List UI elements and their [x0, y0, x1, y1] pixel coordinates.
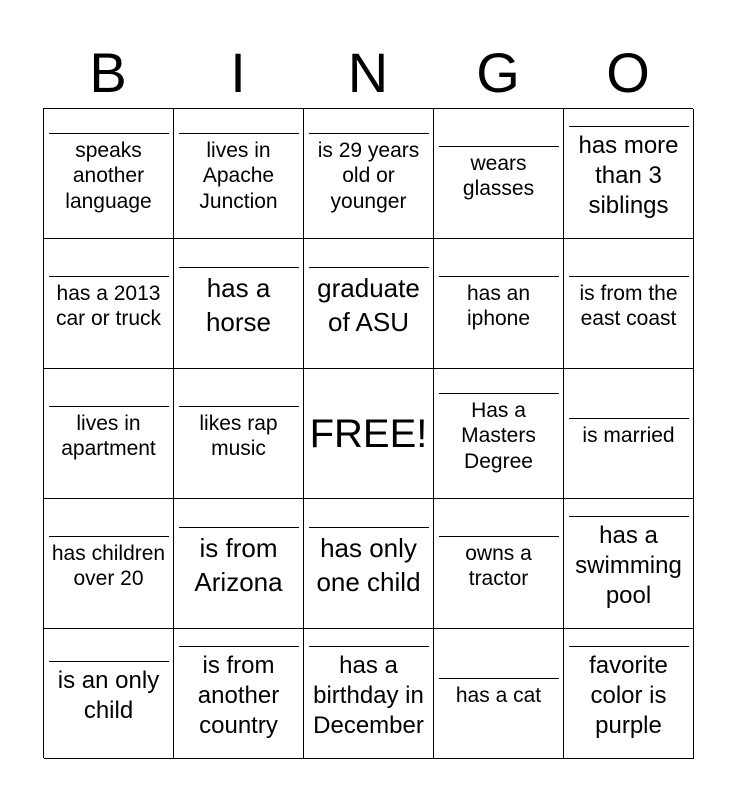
- cell-text: is from another country: [197, 652, 280, 739]
- header-letter-n: N: [347, 41, 389, 104]
- blank-line: [309, 267, 429, 268]
- blank-line: [49, 133, 169, 134]
- bingo-cell[interactable]: [174, 109, 304, 239]
- cell-text: lives in Apache Junction: [199, 139, 278, 213]
- bingo-cell[interactable]: [44, 369, 174, 499]
- cell-text: favorite color is purple: [589, 652, 668, 739]
- bingo-cell[interactable]: [174, 369, 304, 499]
- blank-line: [179, 646, 299, 647]
- blank-line: [569, 516, 689, 517]
- blank-line: [309, 527, 429, 528]
- cell-text: likes rap music: [199, 411, 278, 460]
- blank-line: [179, 133, 299, 134]
- bingo-cell[interactable]: [434, 499, 564, 629]
- cell-text: is from Arizona: [194, 533, 283, 597]
- cell-text: has a birthday in December: [313, 652, 424, 739]
- cell-text: has a horse: [205, 273, 272, 337]
- blank-line: [439, 276, 559, 277]
- cell-text: has a swimming pool: [575, 522, 682, 609]
- cell-text: lives in apartment: [61, 411, 156, 460]
- cell-text: is married: [582, 424, 675, 448]
- blank-line: [569, 418, 689, 419]
- cell-text: has more than 3 siblings: [578, 132, 679, 219]
- cell-text: wears glasses: [462, 151, 535, 200]
- cell-text: has a 2013 car or truck: [55, 281, 162, 330]
- blank-line: [49, 536, 169, 537]
- bingo-cell[interactable]: [44, 239, 174, 369]
- bingo-cell[interactable]: [304, 499, 434, 629]
- bingo-cell[interactable]: [434, 369, 564, 499]
- blank-line: [569, 126, 689, 127]
- blank-line: [309, 133, 429, 134]
- blank-line: [49, 406, 169, 407]
- header-letter-g: G: [476, 41, 520, 104]
- bingo-cell[interactable]: [304, 109, 434, 239]
- cell-text: has children over 20: [51, 541, 166, 590]
- header-letter-i: I: [230, 41, 246, 104]
- blank-line: [569, 276, 689, 277]
- bingo-cell[interactable]: [564, 499, 694, 629]
- bingo-cell[interactable]: [174, 629, 304, 759]
- blank-line: [439, 146, 559, 147]
- bingo-cell[interactable]: [564, 239, 694, 369]
- blank-line: [309, 646, 429, 647]
- bingo-cell[interactable]: [434, 239, 564, 369]
- blank-line: [569, 646, 689, 647]
- bingo-header: [43, 40, 693, 106]
- cell-text: has only one child: [316, 533, 421, 597]
- blank-line: [439, 536, 559, 537]
- blank-line: [439, 678, 559, 679]
- cell-text: speaks another language: [65, 139, 152, 213]
- blank-line: [179, 406, 299, 407]
- cell-text: Has a Masters Degree: [461, 399, 536, 473]
- bingo-cell[interactable]: [434, 629, 564, 759]
- bingo-cell[interactable]: [564, 629, 694, 759]
- cell-text: has a cat: [455, 684, 542, 708]
- bingo-cell[interactable]: [304, 239, 434, 369]
- bingo-grid: [43, 108, 693, 758]
- blank-line: [179, 527, 299, 528]
- cell-text: graduate of ASU: [317, 273, 420, 337]
- free-space[interactable]: [304, 369, 434, 499]
- cell-text: owns a tractor: [465, 541, 532, 590]
- bingo-cell[interactable]: [564, 369, 694, 499]
- free-space-text: FREE!: [309, 411, 428, 456]
- bingo-cell[interactable]: [434, 109, 564, 239]
- bingo-cell[interactable]: [44, 499, 174, 629]
- bingo-cell[interactable]: [174, 499, 304, 629]
- blank-line: [179, 267, 299, 268]
- bingo-cell[interactable]: [304, 629, 434, 759]
- bingo-cell[interactable]: [174, 239, 304, 369]
- bingo-cell[interactable]: [564, 109, 694, 239]
- header-letter-o: O: [606, 41, 650, 104]
- bingo-cell[interactable]: [44, 629, 174, 759]
- cell-text: is an only child: [57, 667, 160, 724]
- cell-text: is from the east coast: [579, 281, 678, 330]
- bingo-cell[interactable]: [44, 109, 174, 239]
- blank-line: [439, 393, 559, 394]
- cell-text: is 29 years old or younger: [317, 139, 420, 213]
- blank-line: [49, 276, 169, 277]
- header-letter-b: B: [89, 41, 127, 104]
- blank-line: [49, 661, 169, 662]
- cell-text: has an iphone: [466, 281, 531, 330]
